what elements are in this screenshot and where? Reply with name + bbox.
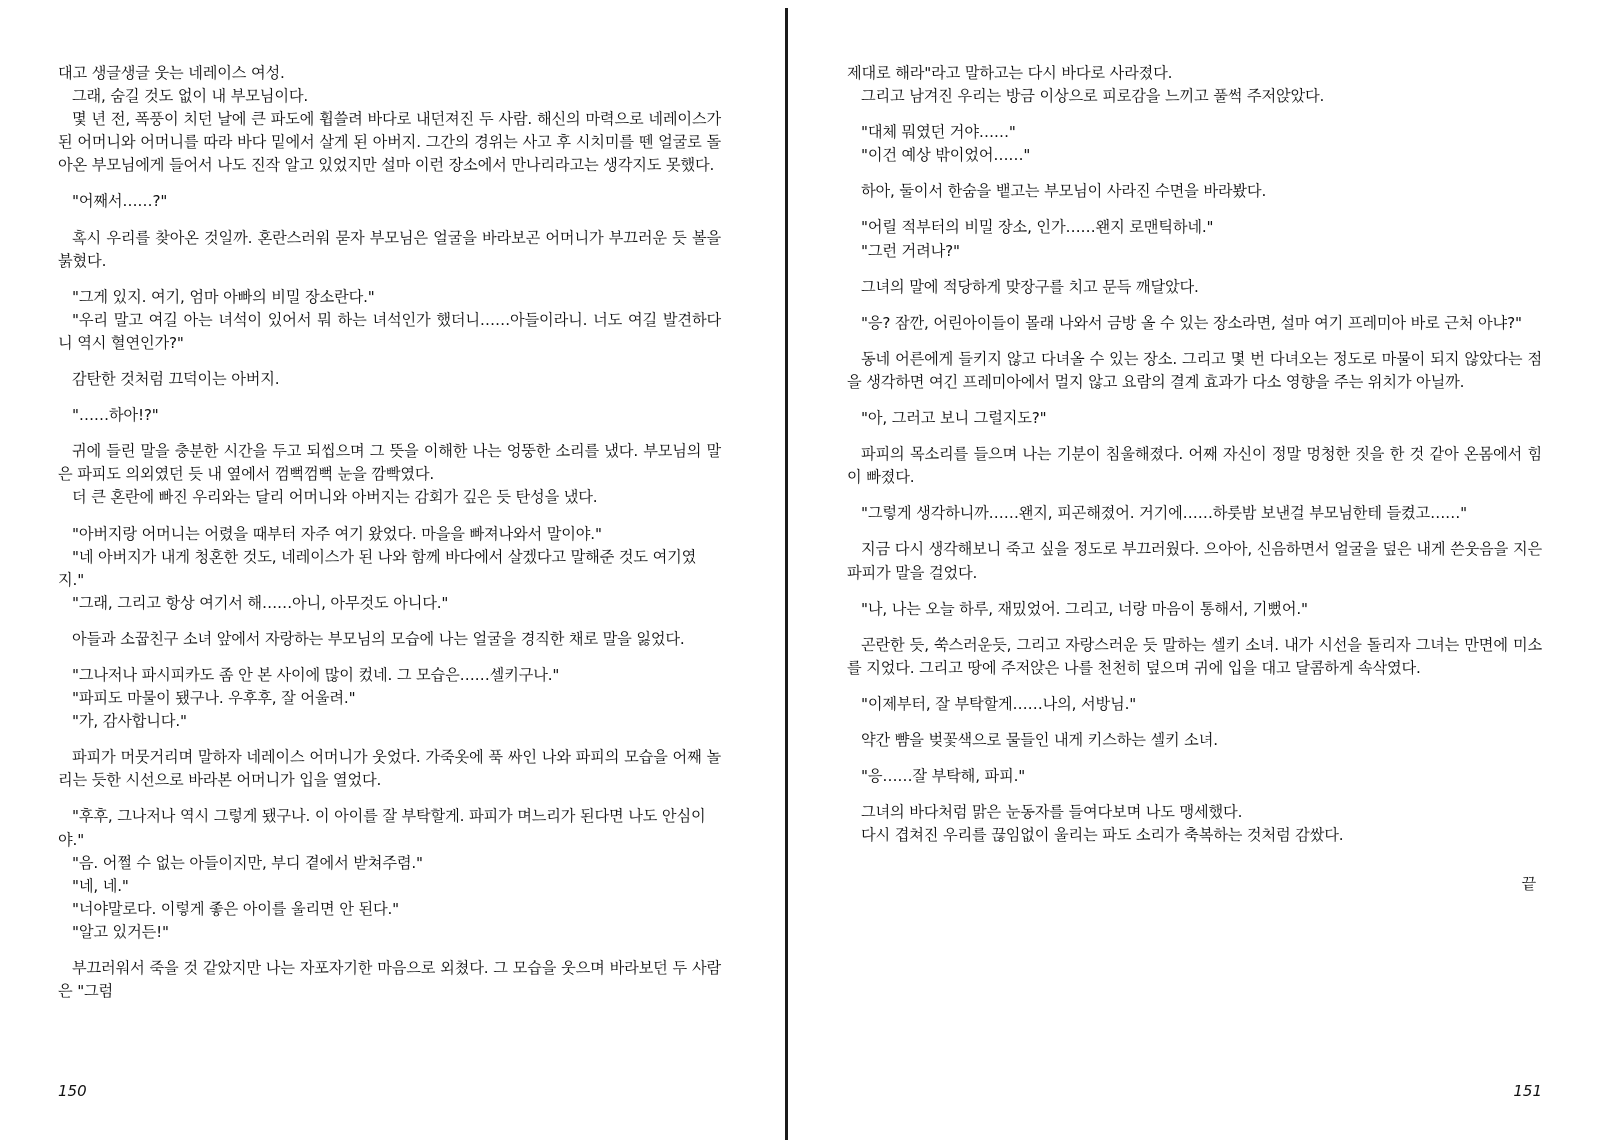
paragraph: 감탄한 것처럼 끄덕이는 아버지. <box>72 370 280 389</box>
paragraph: 파피의 목소리를 들으며 나는 기분이 침울해졌다. 어째 자신이 정말 멍청한 짓을 한 것 같아 온몸에서 힘이 빠졌다. <box>847 445 1542 487</box>
paragraph: "응……잘 부탁해, 파피." <box>861 767 1026 786</box>
paragraph: "네, 네." <box>72 876 129 895</box>
end-of-story-mark: 끝 <box>1521 875 1536 894</box>
page-left <box>0 0 785 1148</box>
paragraph: "응? 잠깐, 어린아이들이 몰래 나와서 금방 올 수 있는 장소라면, 설마 여기 프레미아 바로 근처 아냐?" <box>861 313 1522 332</box>
paragraph: 지금 다시 생각해보니 죽고 싶을 정도로 부끄러웠다. 으아아, 신음하면서 얼굴을 덮은 내게 쓴웃음을 지은 파피가 말을 걸었다. <box>847 540 1542 582</box>
paragraph: 그녀의 말에 적당하게 맞장구를 치고 문득 깨달았다. <box>861 277 1199 296</box>
paragraph: "그렇게 생각하니까……왠지, 피곤해졌어. 거기에……하룻밤 보낸걸 부모님한테 들켰고……" <box>861 504 1467 523</box>
paragraph: "아버지랑 어머니는 어렸을 때부터 자주 여기 왔었다. 마을을 빠져나와서 말이야." <box>72 524 602 543</box>
paragraph: 부끄러워서 죽을 것 같았지만 나는 자포자기한 마음으로 외쳤다. 그 모습을 웃으며 바라보던 두 사람은 "그럼 <box>58 959 721 1001</box>
paragraph: 곤란한 듯, 쑥스러운듯, 그리고 자랑스러운 듯 말하는 셀키 소녀. 내가 시선을 돌리자 그녀는 만면에 미소를 지었다. 그리고 땅에 주저앉은 나를 천천히 덮으며 귀에 입을 대고 달콤하게 속삭였다. <box>847 635 1542 677</box>
paragraph: "어째서……?" <box>72 192 168 211</box>
paragraph: 다시 겹쳐진 우리를 끊임없이 울리는 파도 소리가 축복하는 것처럼 감쌌다. <box>861 826 1344 845</box>
paragraph: "그게 있지. 여기, 엄마 아빠의 비밀 장소란다." <box>72 287 375 306</box>
paragraph: "그래, 그리고 항상 여기서 해……아니, 아무것도 아니다." <box>72 593 449 612</box>
paragraph: "이제부터, 잘 부탁할게……나의, 서방님." <box>861 694 1137 713</box>
paragraph: 혹시 우리를 찾아온 것일까. 혼란스러워 묻자 부모님은 얼굴을 바라보곤 어머니가 부끄러운 듯 볼을 붉혔다. <box>58 228 721 270</box>
paragraph: 동네 어른에게 들키지 않고 다녀올 수 있는 장소. 그리고 몇 번 다녀오는 정도로 마물이 되지 않았다는 점을 생각하면 여긴 프레미아에서 멀지 않고 요람의 결계 효과가 다소 영향을 주는 위치가 아닐까. <box>847 349 1542 391</box>
paragraph: "가, 감사합니다." <box>72 712 187 731</box>
paragraph: "나, 나는 오늘 하루, 재밌었어. 그리고, 너랑 마음이 통해서, 기뻤어." <box>861 599 1308 618</box>
paragraph: 그리고 남겨진 우리는 방금 이상으로 피로감을 느끼고 풀썩 주저앉았다. <box>861 87 1325 106</box>
paragraph: "파피도 마물이 됐구나. 우후후, 잘 어울려." <box>72 689 356 708</box>
paragraph: 몇 년 전, 폭풍이 치던 날에 큰 파도에 휩쓸려 바다로 내던져진 두 사람. 해신의 마력으로 네레이스가 된 어머니와 어머니를 따라 바다 밑에서 살게 된 아버지. 그간의 경위는 사고 후 시치미를 뗀 얼굴로 돌아온 부모님에게 들어서 나도 진작 알고 있었지만 설마 이런 장소에서 만나리라고는 생각지도 못했다. <box>58 110 721 175</box>
paragraph: "그런 거려나?" <box>861 241 960 260</box>
paragraph: 파피가 머뭇거리며 말하자 네레이스 어머니가 웃었다. 가죽옷에 푹 싸인 나와 파피의 모습을 어째 놀리는 듯한 시선으로 바라본 어머니가 입을 열었다. <box>58 748 721 790</box>
paragraph: 하아, 둘이서 한숨을 뱉고는 부모님이 사라진 수면을 바라봤다. <box>861 182 1267 201</box>
page-right-text-column <box>847 62 1542 896</box>
paragraph: 아들과 소꿉친구 소녀 앞에서 자랑하는 부모님의 모습에 나는 얼굴을 경직한 채로 말을 잃었다. <box>72 629 685 648</box>
page-left-text-column <box>58 62 721 1003</box>
paragraph: 약간 뺨을 벚꽃색으로 물들인 내게 키스하는 셀키 소녀. <box>861 730 1218 749</box>
paragraph: 그녀의 바다처럼 맑은 눈동자를 들여다보며 나도 맹세했다. <box>861 803 1243 822</box>
paragraph: "우리 말고 여길 아는 녀석이 있어서 뭐 하는 녀석인가 했더니……아들이라니. 너도 여길 발견하다니 역시 혈연인가?" <box>58 310 721 352</box>
paragraph: 귀에 들린 말을 충분한 시간을 두고 되씹으며 그 뜻을 이해한 나는 엉뚱한 소리를 냈다. 부모님의 말은 파피도 의외였던 듯 내 옆에서 껌뻑껌뻑 눈을 깜빡였다. <box>58 442 721 484</box>
paragraph: 그래, 숨길 것도 없이 내 부모님이다. <box>72 87 309 106</box>
paragraph: "알고 있거든!" <box>72 922 169 941</box>
paragraph: "너야말로다. 이렇게 좋은 아이를 울리면 안 된다." <box>72 899 399 918</box>
paragraph: 더 큰 혼란에 빠진 우리와는 달리 어머니와 아버지는 감회가 깊은 듯 탄성을 냈다. <box>72 488 598 507</box>
paragraph: "아, 그러고 보니 그럴지도?" <box>861 409 1047 428</box>
paragraph: "후후, 그나저나 역시 그렇게 됐구나. 이 아이를 잘 부탁할게. 파피가 며느리가 된다면 나도 안심이야." <box>58 807 706 849</box>
page-number-right: 151 <box>1513 1082 1542 1100</box>
page-number-left: 150 <box>58 1082 87 1100</box>
paragraph: "네 아버지가 내게 청혼한 것도, 네레이스가 된 나와 함께 바다에서 살겠다고 말해준 것도 여기였지." <box>58 547 697 589</box>
paragraph: "대체 뭐였던 거야……" <box>861 123 1016 142</box>
paragraph: 제대로 해라"라고 말하고는 다시 바다로 사라졌다. <box>847 64 1173 82</box>
paragraph: "이건 예상 밖이었어……" <box>861 146 1031 165</box>
page-right <box>785 0 1600 1148</box>
paragraph: "음. 어쩔 수 없는 아들이지만, 부디 곁에서 받쳐주렴." <box>72 853 423 872</box>
paragraph: "그나저나 파시피카도 좀 안 본 사이에 많이 컸네. 그 모습은……셀키구나." <box>72 665 560 684</box>
paragraph: "어릴 적부터의 비밀 장소, 인가……왠지 로맨틱하네." <box>861 218 1214 237</box>
paragraph: "……하아!?" <box>72 406 159 425</box>
paragraph: 대고 생글생글 웃는 네레이스 여성. <box>58 64 285 82</box>
